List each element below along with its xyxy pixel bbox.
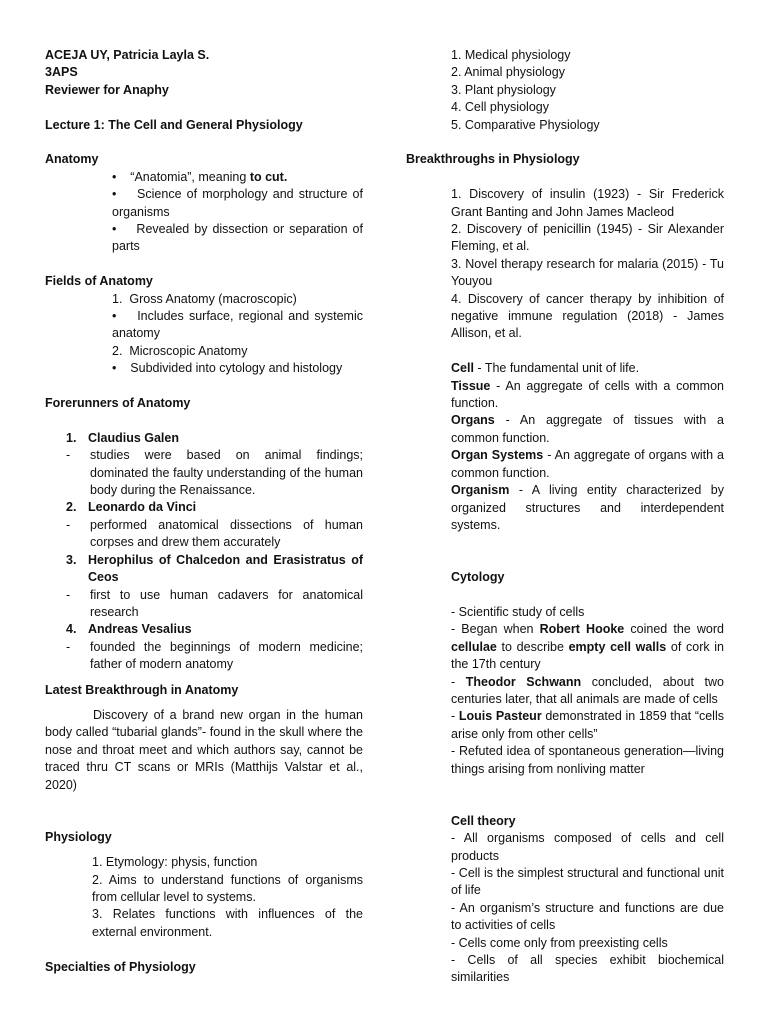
cell-theory-item-2: - Cell is the simplest structural and functional unit of life <box>451 865 724 898</box>
latest-heading: Latest Breakthrough in Anatomy <box>45 682 239 697</box>
forerunner-3-desc: - first to use human cadavers for anatomical research <box>66 587 363 619</box>
author-name: ACEJA UY, Patricia Layla S. <box>45 48 210 62</box>
specialties-heading: Specialties of Physiology <box>45 959 196 974</box>
bullet-text: Subdivided into cytology and histology <box>130 361 343 376</box>
forerunner-4-desc: - founded the beginnings of modern medicine; father of modern anatomy <box>66 639 363 672</box>
forerunner-1-desc: - studies were based on animal findings; dominated the faulty understanding of the human body during the Renaissance. <box>66 448 363 498</box>
bullet-text: Science of morphology and structure of organisms <box>112 187 363 219</box>
forerunner-3-name: 3. Herophilus of Chalcedon and Erasistratus of Ceos <box>66 552 363 585</box>
specialty-item-3: 3. Plant physiology <box>451 82 556 97</box>
anatomy-bullet-1 <box>112 169 363 186</box>
cytology-line-4: - Louis Pasteur demonstrated in 1859 that “cells arise only from other cells” <box>451 709 724 741</box>
specialty-item-4: 4. Cell physiology <box>451 100 549 115</box>
latest-body: Discovery of a brand new organ in the human body called “tubarial glands”- found in the skull where the nose and throat meet and which authors say, cannot be traced thru CT scans or MRIs (Matthijs Valstar et al., 2020) <box>45 707 363 792</box>
list-text: 2. Microscopic Anatomy <box>112 343 248 358</box>
cell-theory-heading: Cell theory <box>451 813 516 828</box>
fields-item-2 <box>112 343 363 360</box>
bullet-icon: • <box>112 361 117 376</box>
fields-heading: Fields of Anatomy <box>45 274 153 289</box>
forerunners-heading: Forerunners of Anatomy <box>45 396 191 411</box>
specialty-item-2: 2. Animal physiology <box>451 65 565 80</box>
breakthrough-item-4: 4. Discovery of cancer therapy by inhibition of negative immune regulation (2018) - James Allison, et al. <box>451 291 724 341</box>
cell-theory-item-1: - All organisms composed of cells and cell products <box>451 831 724 863</box>
definition-tissue: Tissue - An aggregate of cells with a common function. <box>451 378 724 411</box>
right-column <box>406 47 724 987</box>
anatomy-bullet-3 <box>112 221 363 256</box>
specialty-item-1: 1. Medical physiology <box>451 48 571 62</box>
breakthroughs-heading: Breakthroughs in Physiology <box>406 152 580 167</box>
forerunner-2-name: 2. Leonardo da Vinci <box>66 500 197 515</box>
anatomy-bullet-2 <box>112 186 363 221</box>
cell-theory-item-4: - Cells come only from preexisting cells <box>451 935 668 950</box>
physiology-heading: Physiology <box>45 829 112 844</box>
physiology-item-2: 2. Aims to understand functions of organisms from cellular level to systems. <box>92 872 363 904</box>
section-label: 3APS <box>45 65 78 80</box>
bullet-text: “Anatomia”, meaning <box>130 169 250 184</box>
bullet-text-bold: to cut. <box>249 169 288 184</box>
definition-organ-systems: Organ Systems - An aggregate of organs with a common function. <box>451 448 724 480</box>
list-text: 1. Gross Anatomy (macroscopic) <box>112 291 297 306</box>
breakthrough-item-3: 3. Novel therapy research for malaria (2015) - Tu Youyou <box>451 256 724 289</box>
cytology-heading: Cytology <box>451 570 505 585</box>
bullet-icon: • <box>112 222 117 237</box>
cytology-line-2: - Began when Robert Hooke coined the word cellulae to describe empty cell walls of cork in the 17th century <box>451 622 725 672</box>
cell-theory-item-5: - Cells of all species exhibit biochemical similarities <box>451 953 724 985</box>
fields-item-2-bullet <box>112 360 363 377</box>
fields-item-1 <box>112 291 363 308</box>
bullet-text: Includes surface, regional and systemic anatomy <box>112 309 363 341</box>
lecture-title: Lecture 1: The Cell and General Physiology <box>45 117 303 132</box>
forerunner-4-name: 4. Andreas Vesalius <box>66 622 192 637</box>
specialty-item-5: 5. Comparative Physiology <box>451 117 600 132</box>
bullet-icon: • <box>112 187 117 202</box>
forerunner-2-desc: - performed anatomical dissections of human corpses and drew them accurately <box>66 517 363 550</box>
bullet-text: Revealed by dissection or separation of parts <box>112 222 363 254</box>
fields-item-1-bullet <box>112 308 363 343</box>
anatomy-heading: Anatomy <box>45 152 99 167</box>
forerunner-1-name: 1. Claudius Galen <box>66 430 179 445</box>
definition-organism: Organism - A living entity characterized by organized structures and interdependent systems. <box>451 483 724 532</box>
cytology-line-1: - Scientific study of cells <box>451 604 585 619</box>
definition-organs: Organs - An aggregate of tissues with a common function. <box>451 413 724 445</box>
physiology-item-1: 1. Etymology: physis, function <box>92 855 258 870</box>
cytology-line-3: - Theodor Schwann concluded, about two centuries later, that all animals are made of cells <box>451 674 724 706</box>
cytology-line-5: - Refuted idea of spontaneous generation—living things arising from nonliving matter <box>451 744 724 776</box>
breakthrough-item-2: 2. Discovery of penicillin (1945) - Sir Alexander Fleming, et al. <box>451 222 724 254</box>
physiology-item-3: 3. Relates functions with influences of the external environment. <box>92 907 363 939</box>
left-column <box>45 47 363 976</box>
document-title: Reviewer for Anaphy <box>45 82 169 97</box>
definition-cell: Cell - The fundamental unit of life. <box>451 361 640 376</box>
bullet-icon: • <box>112 169 117 184</box>
bullet-icon: • <box>112 309 117 324</box>
cell-theory-item-3: - An organism’s structure and functions are due to activities of cells <box>451 900 724 933</box>
breakthrough-item-1: 1. Discovery of insulin (1923) - Sir Frederick Grant Banting and John James Macleod <box>451 187 724 219</box>
